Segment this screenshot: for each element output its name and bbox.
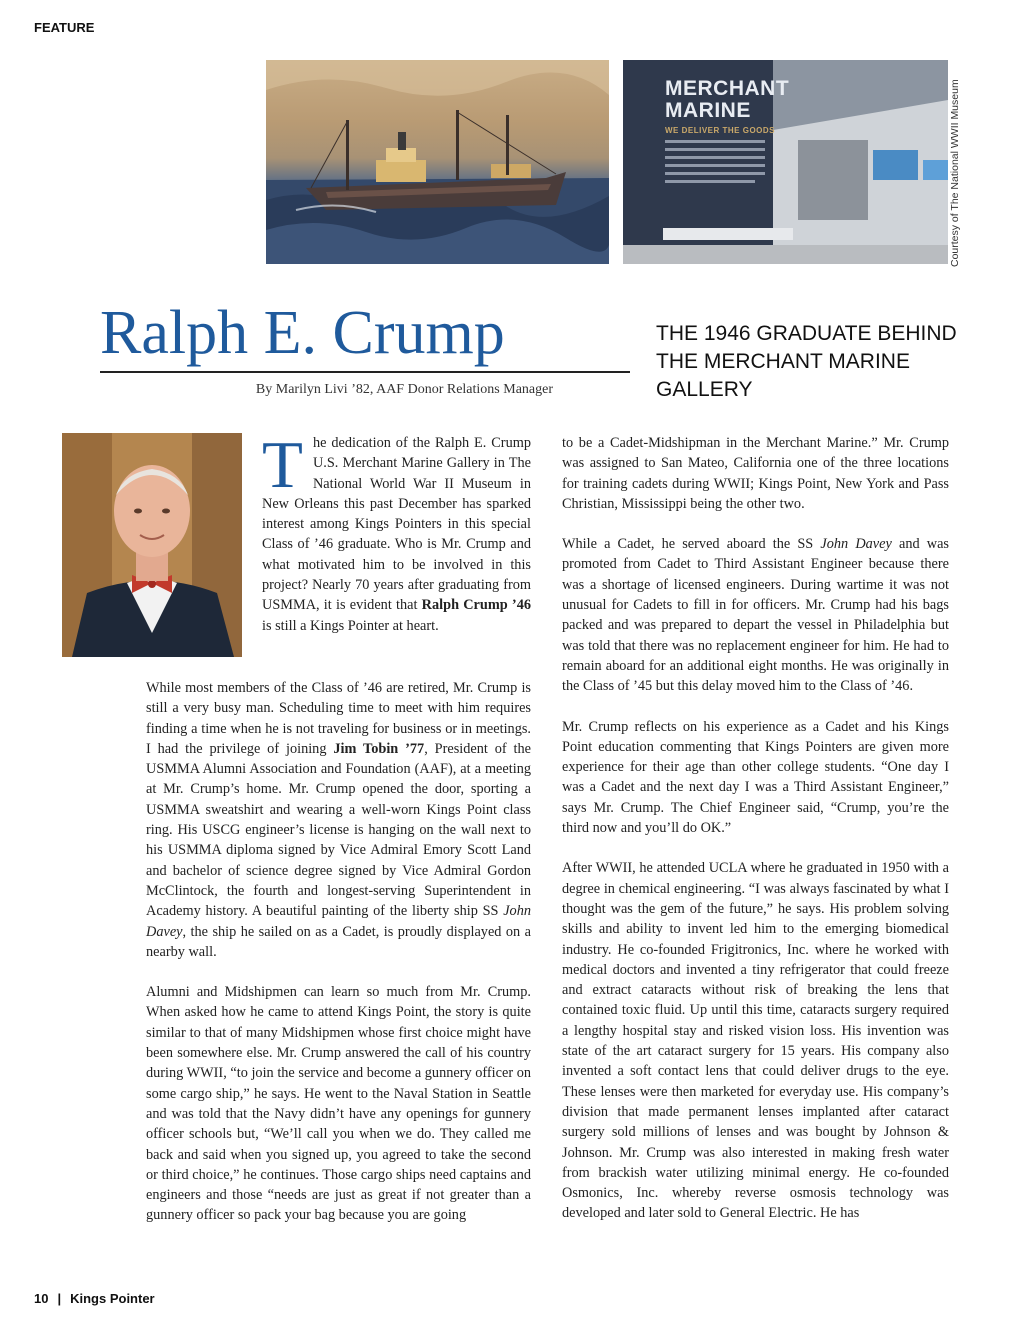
left-p1-text-b: , President of the USMMA Alumni Association and Foundation (AAF), at a meeting at Mr. Crump’s home. Mr. Crump opened the door, sporting a USMMA sweatshirt and wearing a well-worn Kings Point class ring. His USCG engineer’s license is hanging on the wall next to his USMMA diploma signed by Vice Admiral Emory Scott Land and bachelor of science degree signed by Vice Admiral Gordon McClintock, the fourth and longest-serving Superintendent in Academy history. A beautiful painting of the liberty ship SS [146,740,531,920]
photo-credit: Courtesy of The National WWII Museum [949,79,961,267]
page-footer [34,1291,155,1306]
article-title: Ralph E. Crump [100,299,505,367]
left-p1-text-a: While most members of the Class of ’46 are retired, Mr. Crump is still a very busy man. Scheduling time to meet with him requires finding a time when he is not traveling for business or in meetings. I had the privilege of joining [146,680,531,757]
footer-separator: | [57,1291,62,1306]
right-p2-text-b: and was promoted from Cadet to Third Assistant Engineer because there was a shortage of licensed engineers. During wartime it was not unusual for Cadets to fill in for officers. Mr. Crump had his bags packed and was prepared to depart the vessel in Philadelphia but was told that there was no replacement engineer for him. He had to remain aboard for an additional eight months. He was originally in the Class of ’45 but this delay moved him to the Class of ’46. [562,536,949,695]
left-p1-italic: John Davey [146,903,531,940]
gallery-tagline: WE DELIVER THE GOODS [665,126,776,135]
article-subhead: THE 1946 GRADUATE BEHIND THE MERCHANT MARINE GALLERY [656,322,957,401]
left-column [146,678,531,1246]
intro-paragraph [262,428,531,636]
publication-name: Kings Pointer [70,1291,155,1306]
title-divider [100,371,630,373]
merchant-marine-gallery-photo [623,60,948,264]
byline: By Marilyn Livi ’82, AAF Donor Relations Manager [255,382,553,397]
ship-painting-image [266,60,609,264]
right-column [562,433,949,1244]
gallery-heading-line1: MERCHANT [665,77,790,100]
left-p1-text-c: , the ship he sailed on as a Cadet, is proudly displayed on a nearby wall. [146,923,531,960]
left-p1-bold: Jim Tobin ’77 [333,740,425,757]
intro-column [262,428,531,656]
section-label: FEATURE [34,20,95,35]
right-p2-italic: John Davey [820,536,892,553]
right-paragraph-2 [562,534,949,696]
intro-text-end: is still a Kings Pointer at heart. [262,617,439,634]
left-paragraph-1 [146,678,531,962]
page-number: 10 [34,1291,49,1306]
right-paragraph-1: to be a Cadet-Midshipman in the Merchant Marine.” Mr. Crump was assigned to San Mateo, California one of the three locations for training cadets during WWII; Kings Point, New York and Pass Christian, Mississippi being the other two. [562,435,949,512]
ralph-crump-portrait [62,433,242,657]
intro-text: he dedication of the Ralph E. Crump U.S. Merchant Marine Gallery in The National World War II Museum in New Orleans this past December has sparked interest among Kings Pointers in this special Class of ’46 graduate. Who is Mr. Crump and what motivated him to be involved in this project? Nearly 70 years after graduating from USMMA, it is evident that [262,435,531,614]
gallery-heading [665,78,789,122]
left-paragraph-2: Alumni and Midshipmen can learn so much from Mr. Crump. When asked how he came to attend Kings Point, the story is quite similar to that of many Midshipmen whose first choice might have been somewhere else. Mr. Crump answered the call of his country during WWII, “to join the service and become a gunnery officer on some cargo ship,” he says. He went to the Naval Station in Seattle and was told that the Navy didn’t have any openings for gunnery officer schools but, “We’ll call you when we do. They called me back and said when you signed up, you agreed to take the second or third choice,” he continues. Those cargo ships need captains and engineers and those “needs are just as great if not greater than a gunnery officer so pack your bag because you are going [146,984,531,1224]
right-paragraph-4: After WWII, he attended UCLA where he graduated in 1950 with a degree in chemical engineering. “I was always fascinated by what I thought was the gem of the future,” he says. His problem solving skills and ability to invent led him to the emerging biomedical industry. He co-founded Frigitronics, Inc. where he worked with medical doctors and invented a tiny refrigerator that could freeze and extract cataracts without risk of breaking the lens that contained toxic fluid. Up until this time, cataracts surgery required a lengthy hospital stay and risked vision loss. His invention was state of the art cataract surgery for 15 years. His company also invented a soft contact lens that could deliver drugs to the eye. These lenses were then marketed for everyday use. His company’s division that made permanent lenses implanted after cataract surgery sold millions of lenses and was bought by Johnson & Johnson. Mr. Crump was also interested in making fresh water from brackish water utilizing minimal energy. He co-founded Osmonics, Inc. whereby reverse osmosis technology was developed and later sold to General Electric. He has [562,860,949,1222]
right-paragraph-3: Mr. Crump reflects on his experience as a Cadet and his Kings Point education commenting that Kings Pointers are given more experience for their age than other college students. “One day I was a Cadet and the next day I was a Third Assistant Engineer,” says Mr. Crump. The Chief Engineer said, “Crump, you’re the third now and you’ll do OK.” [562,718,949,837]
intro-bold-name: Ralph Crump ’46 [421,597,531,614]
gallery-heading-line2: MARINE [665,99,751,122]
right-p2-text-a: While a Cadet, he served aboard the SS [562,536,821,553]
dropcap: T [262,428,303,502]
